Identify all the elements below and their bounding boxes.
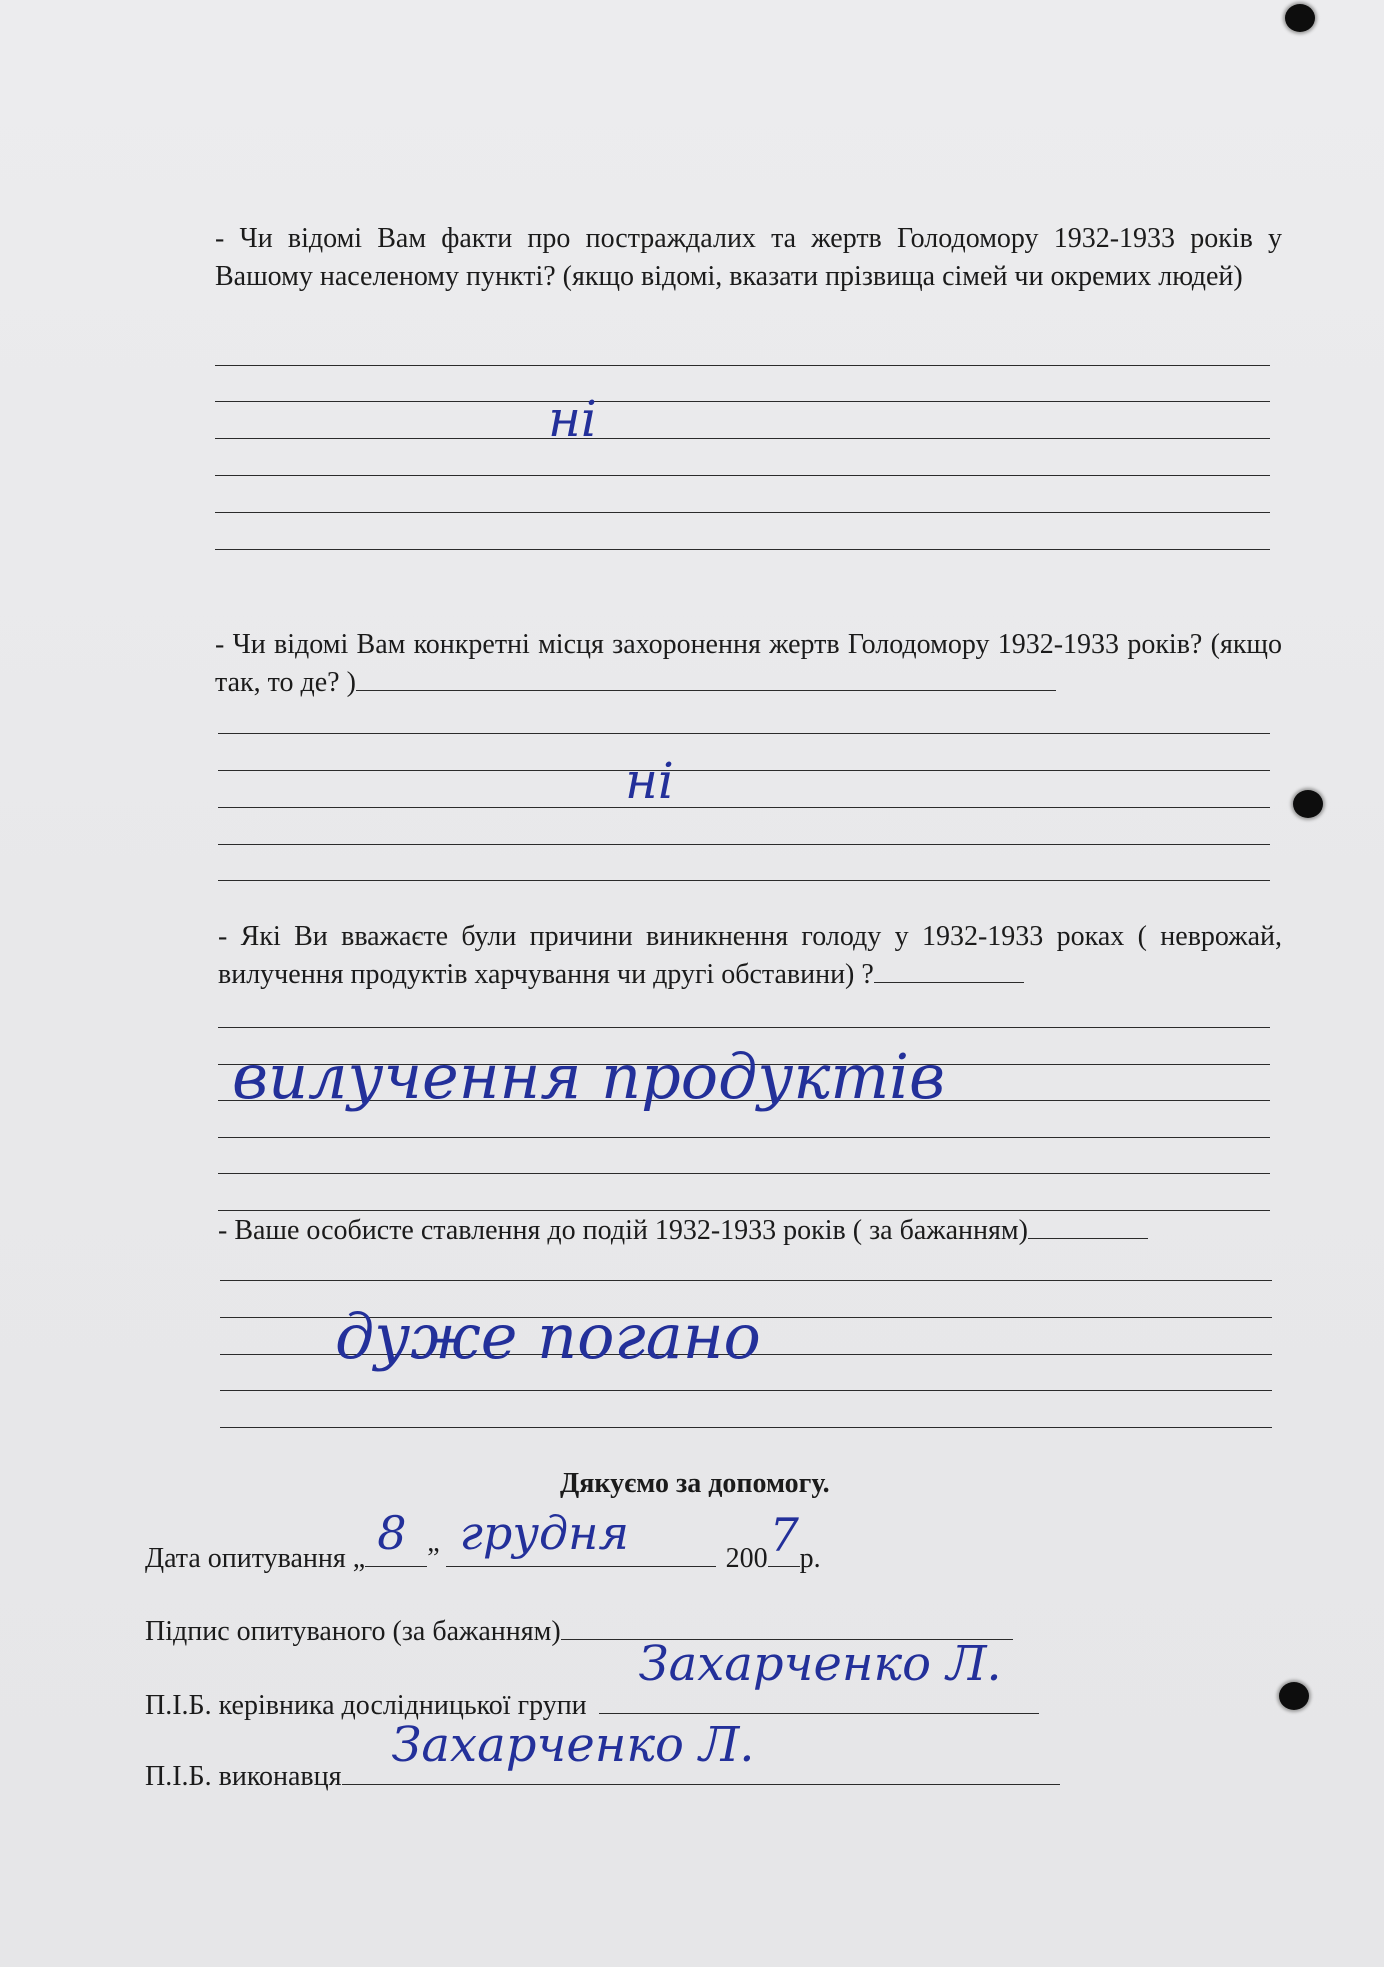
answer-line [215,475,1270,476]
punch-hole-bottom [1279,1682,1309,1710]
answer-line [215,438,1270,439]
date-year-prefix: 200 [725,1543,768,1574]
group-leader-name: Захарченко Л. [638,1636,1002,1692]
punch-hole-top [1285,4,1315,32]
question-1-answer: ні [548,390,597,448]
month-blank [446,1506,716,1567]
answer-line [215,365,1270,366]
answer-line [215,549,1270,550]
question-3-label: - Які Ви вважаєте були причини виникнення голоду у 1932-1933 роках ( неврожай, вилучення продуктів харчування чи другі обставини) ? [218,921,1282,990]
question-1-text: - Чи відомі Вам факти про постраждалих та жертв Голодомору 1932-1933 років у Вашому населеному пункті? (якщо відомі, вказати прізвища сімей чи окремих людей) [215,223,1282,292]
answer-line [218,880,1270,881]
answer-line [218,844,1270,845]
answer-line [218,1027,1270,1028]
date-year-digit: 7 [769,1508,799,1562]
question-4-text [218,1212,1282,1250]
executor-label: П.І.Б. виконавця [145,1761,342,1792]
question-3-answer: вилучення продуктів [232,1040,946,1113]
group-leader-label: П.І.Б. керівника дослідницької групи [145,1690,587,1721]
date-quote: ” [427,1543,440,1574]
question-4-label: - Ваше особисте ставлення до подій 1932-1933 років ( за бажанням) [218,1215,1028,1246]
answer-line [220,1390,1272,1391]
answer-line [215,512,1270,513]
answer-line [220,1280,1272,1281]
answer-line [218,1173,1270,1174]
group-leader-blank [599,1636,1039,1714]
date-suffix: р. [799,1543,821,1574]
answer-line [218,807,1270,808]
executor-line [145,1717,1060,1794]
year-blank [768,1508,800,1567]
question-2-label: - Чи відомі Вам конкретні місця захоронення жертв Голодомору 1932-1933 років? (якщо так, то де? ) [215,629,1282,698]
thanks-heading: Дякуємо за допомогу. [560,1468,830,1499]
signature-label: Підпис опитуваного (за бажанням) [145,1616,561,1647]
executor-name: Захарченко Л. [391,1717,755,1773]
answer-line [218,770,1270,771]
executor-blank [342,1717,1060,1785]
punch-hole-middle [1293,790,1323,818]
answer-blank [874,956,1024,983]
answer-blank [356,664,1056,691]
question-4-answer: дуже погано [335,1300,761,1373]
answer-line [215,401,1270,402]
day-blank [365,1506,427,1567]
date-day: 8 [377,1506,407,1560]
question-2-answer: ні [625,752,674,810]
question-2-text [215,626,1282,702]
question-3-text [218,918,1282,994]
answer-line [218,733,1270,734]
answer-line [220,1427,1272,1428]
date-line [145,1506,821,1576]
date-month: грудня [459,1506,629,1560]
answer-blank [1028,1212,1148,1239]
date-label: Дата опитування „ [145,1543,366,1574]
answer-line [218,1137,1270,1138]
answer-line [218,1210,1270,1211]
